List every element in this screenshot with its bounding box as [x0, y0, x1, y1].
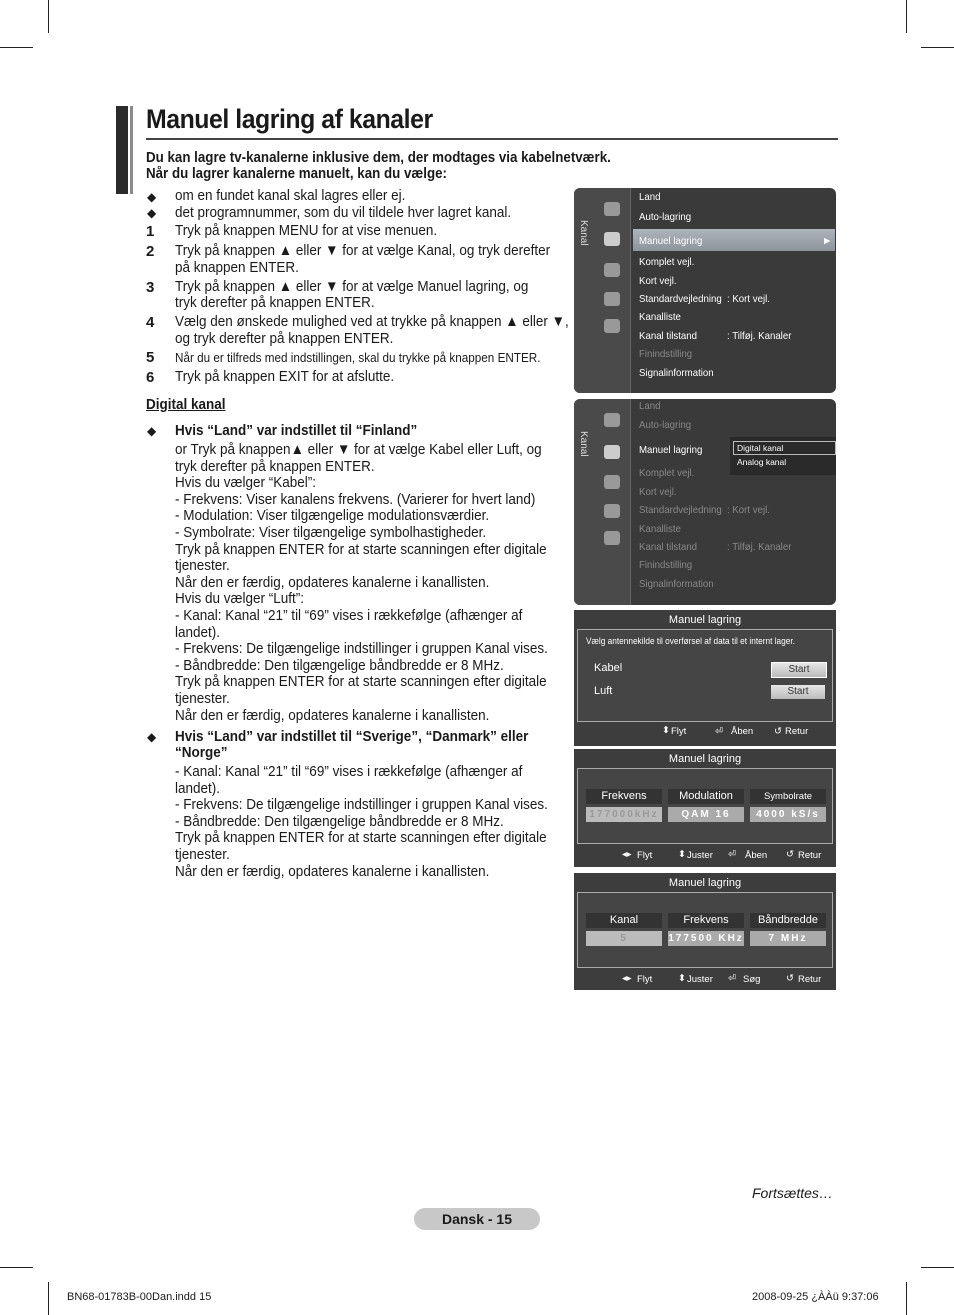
dialog-prompt: Vælg antennekilde til overførsel af data til et internt lager. — [586, 636, 795, 646]
menu-item[interactable]: Kort vejl. — [639, 486, 677, 498]
subsection-heading: Hvis “Land” var indstillet til “Sverige”, “Danmark” eller — [175, 728, 529, 745]
bullet-icon: ◆ — [147, 424, 157, 438]
dialog-title: Manuel lagring — [668, 753, 742, 765]
menu-item-value: : Kort vejl. — [727, 293, 770, 305]
bullet-icon: ◆ — [147, 190, 157, 204]
column-header: Frekvens — [668, 913, 744, 928]
footer-hint: Åben — [745, 850, 768, 861]
body-line: - Kanal: Kanal “21” til “69” vises i rækkefølge (afhænger af — [175, 763, 523, 780]
crop-mark — [0, 1267, 33, 1268]
step-number: 5 — [146, 349, 155, 366]
setup-icon — [604, 475, 620, 489]
footer-hint: Juster — [687, 974, 713, 985]
menu-item[interactable]: Kanalliste — [639, 311, 681, 323]
step-text: på knappen ENTER. — [175, 259, 299, 276]
channel-icon — [604, 445, 620, 459]
bullet-text: det programnummer, som du vil tildele hver lagret kanal. — [175, 204, 512, 221]
cable-scan-dialog — [574, 749, 836, 867]
menu-item[interactable]: Kanal tilstand — [639, 541, 698, 553]
intro-line: Du kan lagre tv-kanalerne inklusive dem, der modtages via kabelnetværk. — [146, 150, 611, 166]
print-footer-left: BN68-01783B-00Dan.indd 15 — [67, 1291, 212, 1303]
column-value[interactable]: 177000kHz — [586, 807, 662, 822]
menu-item[interactable]: Kanal tilstand — [639, 330, 698, 342]
step-number: 4 — [146, 314, 155, 331]
body-line: - Frekvens: Viser kanalens frekvens. (Varierer for hvert land) — [175, 490, 536, 508]
column-header: Kanal — [586, 913, 662, 928]
enter-icon: ⏎ — [728, 973, 736, 984]
body-line: Når den er færdig, opdateres kanalerne i kanallisten. — [175, 862, 490, 880]
air-scan-dialog — [574, 873, 836, 990]
crop-mark — [906, 0, 907, 33]
menu-sidebar — [574, 399, 631, 605]
menu-item[interactable]: Standardvejledning — [639, 504, 722, 516]
manual-store-dialog — [574, 610, 836, 746]
menu-item[interactable]: Kanalliste — [639, 523, 681, 535]
adjust-icon: ⬍ — [678, 849, 686, 860]
menu-item[interactable]: Auto-lagring — [639, 211, 692, 223]
column-value[interactable]: 177500 KHz — [668, 933, 744, 944]
column-value[interactable]: 4000 kS/s — [750, 807, 826, 822]
crop-mark — [921, 47, 954, 48]
dialog-body — [577, 768, 833, 844]
move-icon: ⬍ — [662, 725, 670, 736]
channel-icon — [604, 232, 620, 246]
body-line: Når den er færdig, opdateres kanalerne i kanallisten. — [175, 706, 490, 724]
source-label: Luft — [594, 685, 613, 697]
body-line: tjenester. — [175, 846, 230, 863]
application-icon — [604, 319, 620, 333]
bullet-icon: ◆ — [147, 730, 157, 744]
footer-hint: Søg — [743, 974, 761, 985]
body-line: - Modulation: Viser tilgængelige modulationsværdier. — [175, 507, 490, 525]
body-line: - Kanal: Kanal “21” til “69” vises i rækkefølge (afhænger af — [175, 607, 523, 624]
page-title: Manuel lagring af kanaler — [146, 104, 433, 134]
return-icon: ↺ — [786, 849, 794, 860]
footer-hint: Flyt — [637, 850, 653, 861]
crop-mark — [48, 0, 49, 33]
step-text: Tryk på knappen ▲ eller ▼ for at vælge Manuel lagring, og — [175, 278, 529, 295]
body-line: - Frekvens: De tilgængelige indstillinger i gruppen Kanal vises. — [175, 640, 548, 658]
body-line: - Båndbredde: Den tilgængelige båndbredde er 8 MHz. — [175, 812, 504, 830]
menu-item-selected[interactable]: Manuel lagring — [639, 235, 703, 247]
menu-item[interactable]: Land — [639, 400, 661, 412]
step-text: og tryk derefter på knappen ENTER. — [175, 330, 394, 347]
menu-side-label: Kanal — [578, 220, 589, 246]
body-line: - Symbolrate: Viser tilgængelige symbolhastigheder. — [175, 524, 487, 541]
body-line: Når den er færdig, opdateres kanalerne i kanallisten. — [175, 573, 490, 591]
dialog-body — [577, 629, 833, 722]
menu-item[interactable]: Auto-lagring — [639, 419, 692, 431]
print-footer-right: 2008-09-25 ¿ÀÀü 9:37:06 — [752, 1291, 879, 1303]
dialog-title: Manuel lagring — [668, 614, 742, 626]
return-icon: ↺ — [786, 973, 794, 984]
menu-sidebar — [574, 188, 631, 393]
picture-icon — [604, 202, 620, 216]
body-line: Tryk på knappen ENTER for at starte scanningen efter digitale — [175, 829, 547, 847]
body-line: or Tryk på knappen▲ eller ▼ for at vælge Kabel eller Luft, og — [175, 441, 542, 458]
step-number: 2 — [146, 243, 155, 260]
body-line: tjenester. — [175, 557, 230, 575]
dialog-title: Manuel lagring — [668, 877, 742, 889]
menu-item[interactable]: Finindstilling — [639, 559, 693, 571]
step-number: 3 — [146, 279, 155, 296]
crop-mark — [48, 1282, 49, 1315]
column-header: Modulation — [668, 789, 744, 804]
footer-hint: Retur — [798, 850, 822, 861]
step-text: Tryk på knappen MENU for at vise menuen. — [175, 222, 438, 239]
input-icon — [604, 504, 620, 518]
step-text: Vælg den ønskede mulighed ved at trykke på knappen ▲ eller ▼, — [175, 313, 569, 330]
menu-item-value: : Kort vejl. — [727, 504, 770, 516]
bullet-icon: ◆ — [147, 206, 157, 220]
footer-hint: Retur — [785, 726, 809, 737]
title-divider — [146, 138, 838, 140]
column-value[interactable]: 7 MHz — [750, 931, 826, 946]
menu-item[interactable]: Kort vejl. — [639, 275, 677, 287]
crop-mark — [0, 47, 33, 48]
crop-mark — [906, 1282, 907, 1315]
submenu-popup — [730, 437, 836, 475]
menu-item[interactable]: Finindstilling — [639, 348, 693, 360]
step-text: Tryk på knappen EXIT for at afslutte. — [175, 368, 395, 385]
footer-hint: Flyt — [637, 974, 653, 985]
move-icon: ◂▸ — [622, 973, 632, 984]
body-line: - Båndbredde: Den tilgængelige båndbredde er 8 MHz. — [175, 656, 504, 674]
dialog-body — [577, 892, 833, 968]
step-text: Tryk på knappen ▲ eller ▼ for at vælge Kanal, og tryk derefter — [175, 242, 551, 259]
subsection-heading: “Norge” — [175, 744, 228, 761]
start-button-luft[interactable]: Start — [771, 685, 825, 699]
menu-item[interactable]: Komplet vejl. — [639, 256, 695, 268]
body-line: Tryk på knappen ENTER for at starte scanningen efter digitale — [175, 673, 547, 691]
step-text: Når du er tilfreds med indstillingen, skal du trykke på knappen ENTER. — [175, 350, 541, 365]
menu-item[interactable]: Signalinformation — [639, 367, 714, 379]
column-value[interactable]: QAM 16 — [668, 807, 744, 822]
picture-icon — [604, 413, 620, 427]
tv-menu-kanal-submenu — [574, 399, 836, 605]
menu-item-selected[interactable]: Manuel lagring — [639, 444, 703, 456]
column-header: Symbolrate — [750, 789, 826, 804]
footer-hint: Juster — [687, 850, 713, 861]
title-accent-bar — [116, 106, 128, 194]
enter-icon: ⏎ — [715, 726, 723, 737]
title-accent-bar — [130, 106, 133, 194]
column-header: Båndbredde — [750, 913, 826, 928]
body-line: - Frekvens: De tilgængelige indstillinger i gruppen Kanal vises. — [175, 796, 548, 814]
menu-item[interactable]: Komplet vejl. — [639, 467, 695, 479]
footer-hint: Åben — [731, 726, 754, 737]
menu-item-value: : Tilføj. Kanaler — [727, 330, 792, 342]
body-line: tryk derefter på knappen ENTER. — [175, 457, 375, 475]
column-header: Frekvens — [586, 789, 662, 804]
column-value[interactable]: 5 — [586, 931, 662, 946]
return-icon: ↺ — [774, 726, 782, 737]
menu-item[interactable]: Signalinformation — [639, 578, 714, 590]
continued-label: Fortsættes… — [752, 1185, 833, 1201]
source-label: Kabel — [594, 662, 623, 674]
input-icon — [604, 292, 620, 306]
menu-side-label: Kanal — [578, 431, 589, 457]
submenu-item[interactable]: Analog kanal — [737, 457, 787, 467]
intro-line: Når du lagrer kanalerne manuelt, kan du vælge: — [146, 166, 447, 182]
step-text: tryk derefter på knappen ENTER. — [175, 294, 375, 311]
footer-hint: Flyt — [671, 726, 687, 737]
crop-mark — [921, 1267, 954, 1268]
submenu-item-selected[interactable]: Digital kanal — [733, 441, 836, 455]
menu-item[interactable]: Land — [639, 191, 661, 203]
page-number-badge: Dansk - 15 — [414, 1208, 540, 1230]
menu-item[interactable]: Standardvejledning — [639, 293, 722, 305]
step-number: 6 — [146, 369, 155, 386]
body-line: landet). — [175, 623, 221, 641]
body-line: tjenester. — [175, 690, 230, 707]
subsection-heading: Hvis “Land” var indstillet til “Finland” — [175, 422, 418, 439]
body-line: Hvis du vælger “Luft”: — [175, 590, 305, 608]
submenu-arrow-icon: ► — [822, 235, 833, 247]
body-line: Tryk på knappen ENTER for at starte scanningen efter digitale — [175, 540, 547, 558]
setup-icon — [604, 263, 620, 277]
application-icon — [604, 531, 620, 545]
adjust-icon: ⬍ — [678, 973, 686, 984]
tv-menu-kanal — [574, 188, 836, 393]
start-button-kabel[interactable]: Start — [771, 662, 827, 678]
menu-item-value: : Tilføj. Kanaler — [727, 541, 792, 553]
move-icon: ◂▸ — [622, 849, 632, 860]
footer-hint: Retur — [798, 974, 822, 985]
bullet-text: om en fundet kanal skal lagres eller ej. — [175, 187, 406, 204]
step-number: 1 — [146, 223, 155, 240]
section-heading: Digital kanal — [146, 396, 226, 413]
body-line: landet). — [175, 779, 221, 797]
enter-icon: ⏎ — [728, 849, 736, 860]
body-line: Hvis du vælger “Kabel”: — [175, 474, 317, 492]
